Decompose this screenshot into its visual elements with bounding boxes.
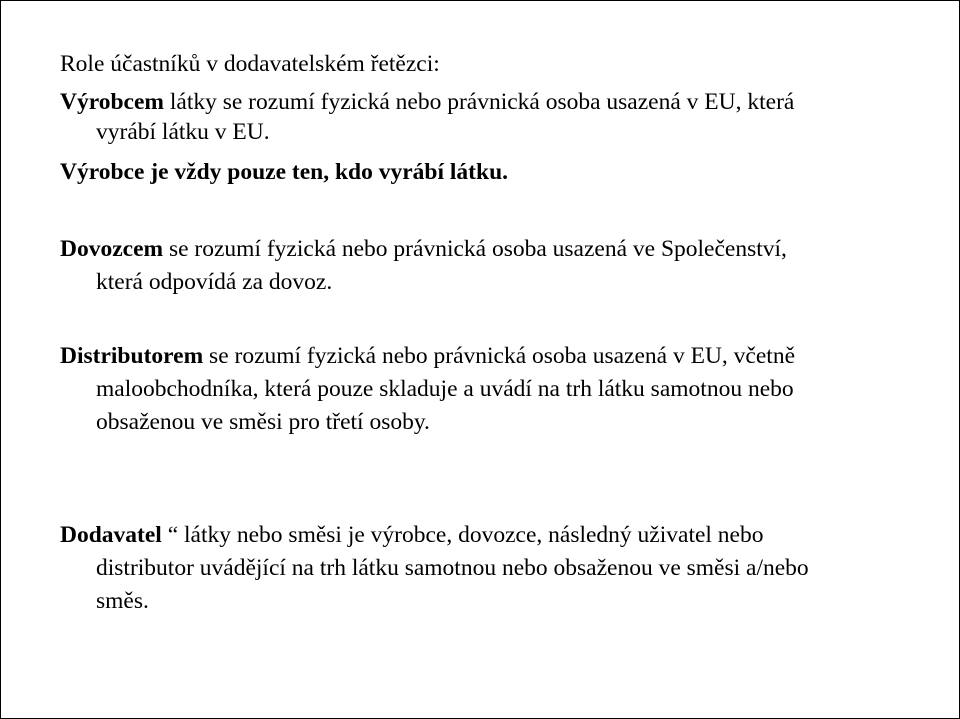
- dodavatel-definition-line-2: distributor uvádějící na trh látku samotnou nebo obsaženou ve směsi a/nebo: [96, 555, 809, 581]
- distributor-definition-text: se rozumí fyzická nebo právnická osoba usazená v EU, včetně: [203, 343, 795, 369]
- dovozce-definition-line-1: [60, 238, 787, 262]
- distributor-definition-line-1: [60, 345, 795, 369]
- vyrobce-definition-text: látky se rozumí fyzická nebo právnická osoba usazená v EU, která: [163, 89, 795, 115]
- dovozce-definition-text: se rozumí fyzická nebo právnická osoba usazená ve Společenství,: [163, 236, 787, 262]
- vyrobce-term: Výrobcem: [60, 89, 164, 115]
- heading: Role účastníků v dodavatelském řetězci:: [60, 51, 440, 77]
- dovozce-definition-line-2: která odpovídá za dovoz.: [96, 269, 333, 295]
- distributor-definition-line-2: maloobchodníka, která pouze skladuje a uvádí na trh látku samotnou nebo: [96, 376, 794, 402]
- vyrobce-definition-line-1: [60, 91, 794, 115]
- vyrobce-definition-line-2: vyrábí látku v EU.: [96, 119, 270, 145]
- dodavatel-definition-line-3: směs.: [96, 588, 149, 614]
- dodavatel-term: Dodavatel: [60, 522, 162, 548]
- dodavatel-definition-text: “ látky nebo směsi je výrobce, dovozce, následný uživatel nebo: [161, 522, 764, 548]
- vyrobce-note: Výrobce je vždy pouze ten, kdo vyrábí látku.: [60, 159, 509, 185]
- dovozce-term: Dovozcem: [60, 236, 164, 262]
- distributor-term: Distributorem: [60, 343, 204, 369]
- distributor-definition-line-3: obsaženou ve směsi pro třetí osoby.: [96, 409, 430, 435]
- dodavatel-definition-line-1: [60, 524, 764, 548]
